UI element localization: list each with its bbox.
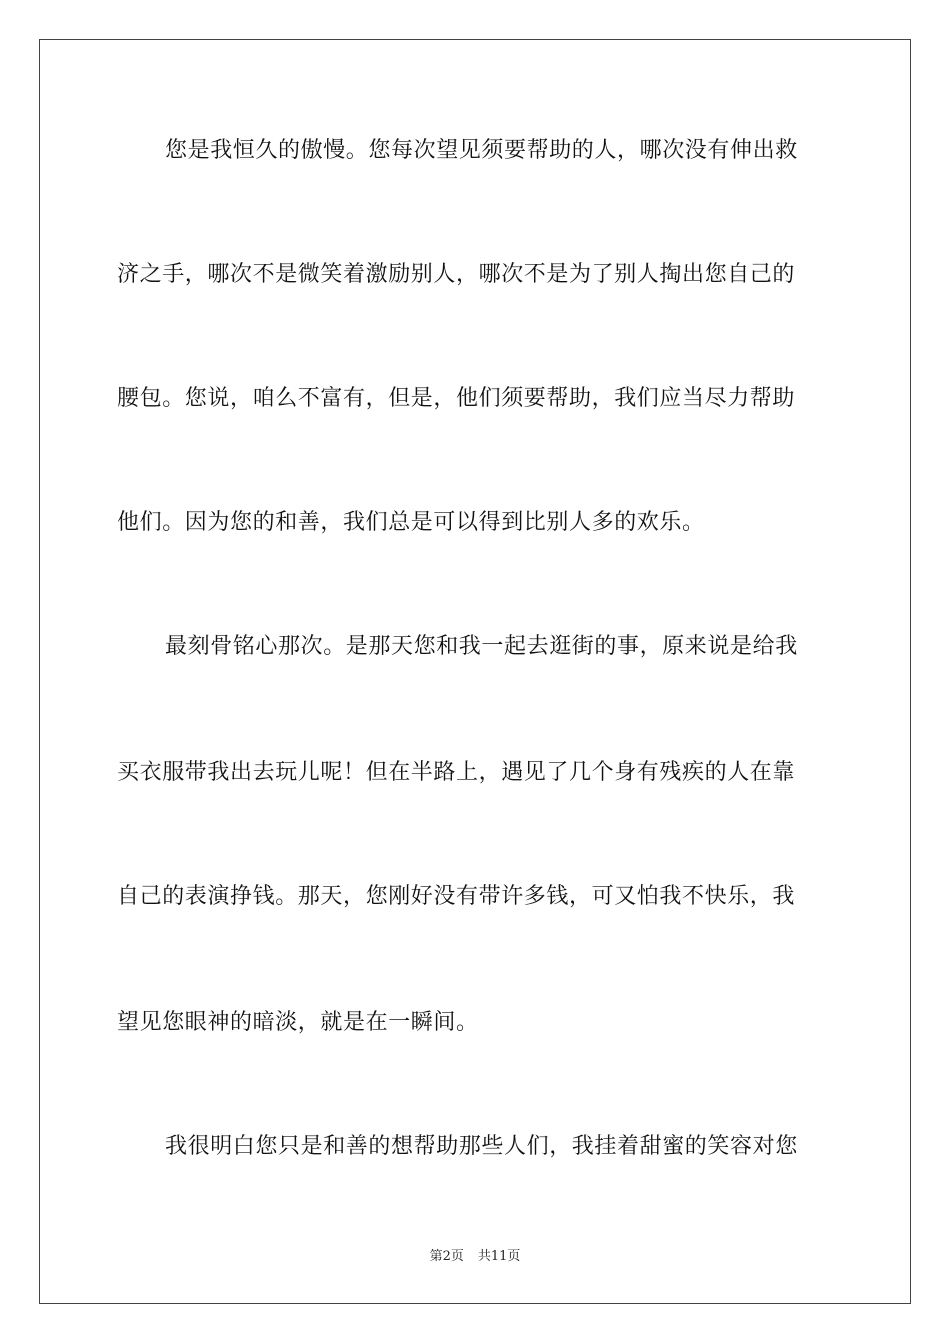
paragraph-line-8: 望见您眼神的暗淡，就是在一瞬间。 bbox=[117, 1010, 479, 1035]
paragraph-line-2: 济之手，哪次不是微笑着激励别人，哪次不是为了别人掏出您自己的 bbox=[117, 262, 796, 287]
paragraph-line-1: 您是我恒久的傲慢。您每次望见须要帮助的人，哪次没有伸出救 bbox=[165, 138, 798, 163]
page-total: 共11页 bbox=[477, 1249, 521, 1264]
page-footer bbox=[0, 1248, 950, 1266]
paragraph-line-6: 买衣服带我出去玩儿呢！但在半路上，遇见了几个身有残疾的人在靠 bbox=[117, 760, 796, 785]
paragraph-line-7: 自己的表演挣钱。那天，您刚好没有带许多钱，可又怕我不快乐，我 bbox=[117, 884, 796, 909]
page-border bbox=[39, 39, 911, 1304]
paragraph-line-3: 腰包。您说，咱么不富有，但是，他们须要帮助，我们应当尽力帮助 bbox=[117, 386, 796, 411]
paragraph-line-9: 我很明白您只是和善的想帮助那些人们，我挂着甜蜜的笑容对您 bbox=[165, 1134, 798, 1159]
page-number: 第2页 bbox=[429, 1249, 464, 1264]
paragraph-line-4: 他们。因为您的和善，我们总是可以得到比别人多的欢乐。 bbox=[117, 510, 705, 535]
paragraph-line-5: 最刻骨铭心那次。是那天您和我一起去逛街的事，原来说是给我 bbox=[165, 634, 798, 659]
